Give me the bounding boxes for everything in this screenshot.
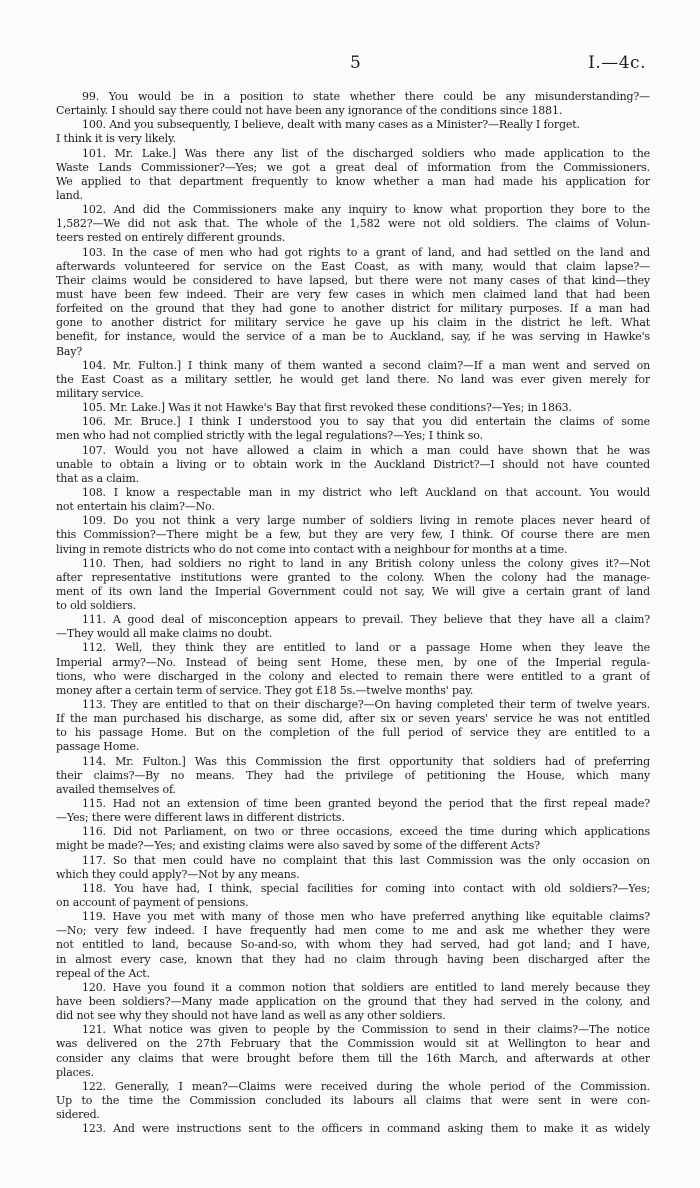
text-line: tions, who were discharged in the colony and elected to remain there were entitled to a grant of bbox=[56, 669, 650, 683]
text-line: living in remote districts who do not come into contact with a neighbour for months at a time. bbox=[56, 542, 568, 556]
text-line: men who had not complied strictly with the legal regulations?—Yes; I think so. bbox=[56, 429, 483, 443]
text-line: 101. Mr. Lake.] Was there any list of the discharged soldiers who made application to the bbox=[82, 146, 650, 160]
text-line: have been soldiers?—Many made application on the ground that they had served in the colony, and bbox=[56, 995, 650, 1008]
text-line: Waste Lands Commissioner?—Yes; we got a great deal of information from the Commissioners. bbox=[56, 160, 650, 174]
text-line: which they could apply?—Not by any means. bbox=[56, 867, 300, 881]
text-line: 107. Would you not have allowed a claim in which a man could have shown that he was bbox=[82, 443, 650, 457]
text-line: 100. And you subsequently, I believe, dealt with many cases as a Minister?—Really I forget. bbox=[82, 118, 580, 132]
text-line: might be made?—Yes; and existing claims were also saved by some of the different Acts? bbox=[56, 839, 540, 853]
text-line: 106. Mr. Bruce.] I think I understood you to say that you did entertain the claims of some bbox=[82, 415, 650, 429]
text-line: 104. Mr. Fulton.] I think many of them wanted a second claim?—If a man went and served on bbox=[82, 358, 650, 372]
text-line: We applied to that department frequently to know whether a man had made his application for bbox=[56, 174, 650, 188]
text-line: If the man purchased his discharge, as some did, after six or seven years' service he was not entitled bbox=[56, 712, 650, 726]
text-line: to his passage Home. But on the completion of the full period of service they are entitled to a bbox=[56, 726, 650, 740]
text-line: military service. bbox=[56, 386, 144, 400]
text-line: sidered. bbox=[56, 1108, 100, 1122]
text-line: 109. Do you not think a very large number of soldiers living in remote places never heard of bbox=[82, 514, 650, 528]
text-line: 103. In the case of men who had got rights to a grant of land, and had settled on the land and bbox=[82, 245, 650, 259]
text-line: that as a claim. bbox=[56, 471, 140, 485]
text-line: 116. Did not Parliament, on two or three occasions, exceed the time during which applications bbox=[82, 825, 650, 839]
text-line: not entitled to land, because So-and-so, with whom they had served, had got land; and I have, bbox=[56, 938, 650, 952]
body-text bbox=[56, 90, 650, 1136]
text-line: 102. And did the Commissioners make any inquiry to know what proportion they bore to the bbox=[82, 203, 650, 217]
text-line: forfeited on the ground that they had gone to another district for military purposes. If a man had bbox=[56, 302, 650, 316]
text-line: 121. What notice was given to people by the Commission to send in their claims?—The notice bbox=[82, 1023, 650, 1037]
text-line: the East Coast as a military settler, he would get land there. No land was ever given merely for bbox=[56, 372, 650, 386]
text-line: must have been few indeed. Their are very few cases in which men claimed land that had been bbox=[56, 287, 650, 301]
page-number: 5 bbox=[350, 53, 361, 73]
text-line: consider any claims that were brought before them till the 16th March, and afterwards at other bbox=[56, 1051, 650, 1065]
text-line: 112. Well, they think they are entitled to land or a passage Home when they leave the bbox=[82, 641, 650, 655]
text-line: 110. Then, had soldiers no right to land in any British colony unless the colony gives it?—Not bbox=[82, 556, 650, 570]
text-line: Imperial army?—No. Instead of being sent Home, these men, by one of the Imperial regula- bbox=[56, 655, 650, 669]
text-line: benefit, for instance, would the service of a man be to Auckland, say, if he was serving in Hawke's bbox=[56, 330, 650, 344]
document-reference: I.—4c. bbox=[588, 53, 646, 73]
text-line: 108. I know a respectable man in my district who left Auckland on that account. You would bbox=[82, 485, 650, 499]
text-line: land. bbox=[56, 188, 83, 202]
text-line: in almost every case, known that they had no claim through having been discharged after the bbox=[56, 952, 650, 966]
text-line: passage Home. bbox=[56, 740, 140, 754]
text-line: —Yes; there were different laws in different districts. bbox=[56, 811, 345, 825]
text-line: Bay? bbox=[56, 344, 83, 358]
text-line: Certainly. I should say there could not have been any ignorance of the conditions since 1881. bbox=[56, 104, 563, 118]
text-line: money after a certain term of service. They got £18 5s.—twelve months' pay. bbox=[56, 683, 474, 697]
text-line: was delivered on the 27th February that the Commission would sit at Wellington to hear and bbox=[56, 1037, 650, 1051]
text-line: 117. So that men could have no complaint that this last Commission was the only occasion on bbox=[82, 853, 650, 867]
text-line: after representative institutions were granted to the colony. When the colony had the manage- bbox=[56, 570, 650, 584]
text-line: 120. Have you found it a common notion that soldiers are entitled to land merely because they bbox=[82, 980, 650, 994]
text-line: ment of its own land the Imperial Government could not say, We will give a certain grant of land bbox=[56, 584, 650, 598]
text-line: 1,582?—We did not ask that. The whole of the 1,582 were not old soldiers. The claims of Volun- bbox=[56, 217, 650, 231]
text-line: 123. And were instructions sent to the officers in command asking them to make it as widely bbox=[82, 1122, 650, 1136]
text-line: 105. Mr. Lake.] Was it not Hawke's Bay that first revoked these conditions?—Yes; in 1863. bbox=[82, 401, 572, 415]
text-line: 114. Mr. Fulton.] Was this Commission the first opportunity that soldiers had of preferring bbox=[82, 754, 650, 768]
text-line: their claims?—By no means. They had the privilege of petitioning the House, which many bbox=[56, 768, 650, 782]
text-line: 122. Generally, I mean?—Claims were received during the whole period of the Commission. bbox=[82, 1079, 650, 1093]
text-line: gone to another district for military service he gave up his claim in the district he left. What bbox=[56, 316, 650, 330]
text-line: availed themselves of. bbox=[56, 782, 176, 796]
text-line: —They would all make claims no doubt. bbox=[56, 627, 273, 641]
text-line: unable to obtain a living or to obtain work in the Auckland District?—I should not have counted bbox=[56, 457, 650, 471]
text-line: 111. A good deal of misconception appears to prevail. They believe that they have all a claim? bbox=[82, 613, 650, 627]
text-line: Their claims would be considered to have lapsed, but there were not many cases of that kind—they bbox=[56, 273, 650, 287]
text-line: places. bbox=[56, 1065, 94, 1079]
text-line: Up to the time the Commission concluded its labours all claims that were sent in were con- bbox=[56, 1093, 650, 1107]
text-line: 118. You have had, I think, special facilities for coming into contact with old soldiers?—Yes; bbox=[82, 881, 650, 895]
text-line: 113. They are entitled to that on their discharge?—On having completed their term of twelve years. bbox=[82, 698, 650, 712]
text-line: —No; very few indeed. I have frequently had men come to me and ask me whether they were bbox=[56, 924, 650, 938]
text-line: repeal of the Act. bbox=[56, 966, 150, 980]
text-line: 119. Have you met with many of those men who have preferred anything like equitable claims? bbox=[82, 910, 650, 924]
text-line: did not see why they should not have land as well as any other soldiers. bbox=[56, 1009, 446, 1023]
text-line: 115. Had not an extension of time been granted beyond the period that the first repeal made? bbox=[82, 797, 650, 811]
text-line: afterwards volunteered for service on the East Coast, as with many, would that claim lapse?— bbox=[56, 259, 650, 273]
text-line: on account of payment of pensions. bbox=[56, 896, 249, 910]
text-line: not entertain his claim?—No. bbox=[56, 500, 215, 514]
text-line: to old soldiers. bbox=[56, 599, 137, 613]
text-line: this Commission?—There might be a few, but they are very few, I think. Of course there are men bbox=[56, 528, 650, 542]
text-line: I think it is very likely. bbox=[56, 132, 176, 146]
text-line: 99. You would be in a position to state whether there could be any misunderstanding?— bbox=[82, 90, 650, 103]
text-line: teers rested on entirely different grounds. bbox=[56, 231, 286, 245]
